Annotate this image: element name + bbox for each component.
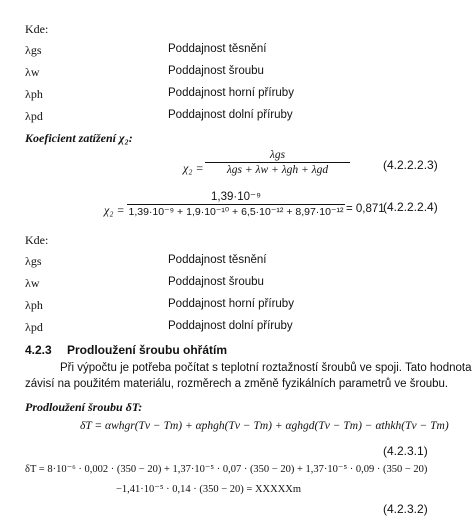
eq1-number: (4.2.2.2.3) xyxy=(383,158,438,172)
eq3-number: (4.2.3.1) xyxy=(383,444,428,458)
eq1-lhs: χ₂ = xyxy=(183,161,204,175)
section-number: 4.2.3 xyxy=(25,343,52,357)
eq1-denominator: λgs + λw + λgh + λgd xyxy=(226,164,329,176)
symbol-lambda-pd: λpd xyxy=(25,109,43,123)
eq1-fraction xyxy=(205,148,350,177)
section-title: Prodloužení šroubu ohřátím xyxy=(67,343,228,357)
eq2-denominator: 1,39·10⁻⁹ + 1,9·10⁻¹⁰ + 6,5·10⁻¹² + 8,97·10⁻¹² xyxy=(128,206,344,218)
eq2-number: (4.2.2.2.4) xyxy=(383,200,438,214)
symbol-lambda-gs-2: λgs xyxy=(25,254,42,268)
symbol-lambda-gs: λgs xyxy=(25,43,42,57)
eq4-line-1: δT = 8·10⁻⁶ · 0,002 · (350 − 20) + 1,37·10⁻⁵ · 0,07 · (350 − 20) + 1,37·10⁻⁵ · 0,09 · (350 − 20) xyxy=(25,464,428,475)
eq4-number: (4.2.3.2) xyxy=(383,502,428,516)
desc-lambda-w: Poddajnost šroubu xyxy=(168,65,264,77)
eq3-formula: δT = αwhgr(Tv − Tm) + αphgh(Tv − Tm) + αghgd(Tv − Tm) − αthkh(Tv − Tm) xyxy=(80,420,449,432)
elongation-heading: Prodloužení šroubu δT: xyxy=(25,400,143,414)
eq2-result: = 0,871 xyxy=(346,203,385,215)
symbol-lambda-ph: λph xyxy=(25,87,43,101)
desc-lambda-gs: Poddajnost těsnění xyxy=(168,43,267,55)
symbol-lambda-w: λw xyxy=(25,65,40,79)
symbol-lambda-ph-2: λph xyxy=(25,298,43,312)
paragraph-line-1: Při výpočtu je potřeba počítat s teplotní roztažností šroubů ve spoji. Tato hodnota xyxy=(60,362,472,374)
eq2-numerator: 1,39·10⁻⁹ xyxy=(211,191,261,203)
desc-lambda-pd: Poddajnost dolní příruby xyxy=(168,109,293,121)
desc-lambda-gs-2: Poddajnost těsnění xyxy=(168,254,267,266)
desc-lambda-w-2: Poddajnost šroubu xyxy=(168,276,264,288)
paragraph-line-2: závisí na použitém materiálu, rozměrech a změně fyzikálních parametrů ve šroubu. xyxy=(25,378,449,390)
eq4-line-2: −1,41·10⁻⁵ · 0,14 · (350 − 20) = XXXXXm xyxy=(116,484,302,495)
eq1-numerator: λgs xyxy=(269,149,286,161)
desc-lambda-pd-2: Poddajnost dolní příruby xyxy=(168,320,293,332)
symbol-lambda-w-2: λw xyxy=(25,276,40,290)
desc-lambda-ph-2: Poddajnost horní příruby xyxy=(168,298,294,310)
symbol-lambda-pd-2: λpd xyxy=(25,320,43,334)
coefficient-heading: Koeficient zatížení χ₂: xyxy=(25,131,133,145)
eq2-fraction xyxy=(127,190,345,219)
desc-lambda-ph: Poddajnost horní příruby xyxy=(168,87,294,99)
eq2-lhs: χ₂ = xyxy=(104,203,125,217)
kde-label-2: Kde: xyxy=(25,233,49,247)
kde-label: Kde: xyxy=(25,22,49,36)
